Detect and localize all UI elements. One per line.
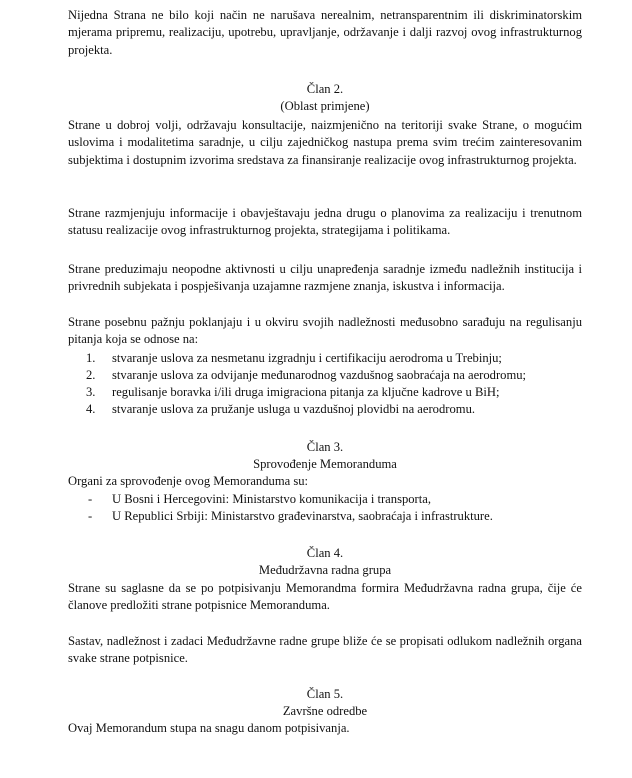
article-4-paragraph-1: Strane su saglasne da se po potpisivanju Memorandma formira Međudržavna radna grupa, čije će članove predložiti strane potpisnice Memoranduma. (68, 581, 582, 613)
article-4-heading: Član 4. (306, 546, 344, 560)
list-item-bullet: - (88, 509, 93, 523)
article-4-paragraph-2: Sastav, nadležnost i zadaci Međudržavne radne grupe bliže će se propisati odlukom nadležnih organa svake strane potpisnice. (68, 634, 582, 666)
article-2-heading: Član 2. (306, 82, 344, 96)
article-2-paragraph-2: Strane razmjenjuju informacije i obavještavaju jedna drugu o planovima za realizaciju i trenutnom statusu realizacije ovog infrastrukturnog projekta, strategijama i politikama. (68, 206, 582, 238)
article-5-paragraph-1: Ovaj Memorandum stupa na snagu danom potpisivanja. (68, 721, 350, 735)
list-item-text: regulisanje boravka i/ili druga imigraciona pitanja za ključne kadrove u BiH; (112, 385, 500, 399)
article-2-subheading: (Oblast primjene) (280, 99, 370, 113)
list-item-bullet: - (88, 492, 93, 506)
article-5-subheading: Završne odredbe (282, 704, 368, 718)
article-4-subheading: Međudržavna radna grupa (258, 563, 392, 577)
article-5-heading: Član 5. (306, 687, 344, 701)
list-item-text: U Republici Srbiji: Ministarstvo građevinarstva, saobraćaja i infrastrukture. (112, 509, 493, 523)
article-2-paragraph-3: Strane preduzimaju neopodne aktivnosti u cilju unapređenja saradnje između nadležnih institucija i privrednih subjekata i pospješivanja uzajamne razmjene znanja, iskustva i informacija. (68, 262, 582, 294)
list-item-text: stvaranje uslova za nesmetanu izgradnju i certifikaciju aerodroma u Trebinju; (112, 351, 502, 365)
list-item-number: 4. (86, 402, 96, 416)
list-item-number: 3. (86, 385, 96, 399)
list-item-text: U Bosni i Hercegovini: Ministarstvo komunikacija i transporta, (112, 492, 431, 506)
article-3-heading: Član 3. (306, 440, 344, 454)
article-2-paragraph-4: Strane posebnu pažnju poklanjaju i u okviru svojih nadležnosti međusobno sarađuju na regulisanju pitanja koja se odnose na: (68, 315, 582, 347)
list-item-number: 2. (86, 368, 96, 382)
article-2-paragraph-1: Strane u dobroj volji, održavaju konsultacije, naizmjenično na teritoriji svake Strane, o mogućim uslovima i modalitetima saradnje, u cilju zajedničkog nastupa prema svim trećim zainteresovanim subjektima i dostupnim izvorima sredstava za finansiranje realizacije ovog infrastrukturnog projekta. (68, 118, 582, 167)
list-item-number: 1. (86, 351, 96, 365)
list-item-text: stvaranje uslova za pružanje usluga u vazdušnoj plovidbi na aerodromu. (112, 402, 476, 416)
article-3-subheading: Sprovođenje Memoranduma (253, 457, 397, 471)
intro-paragraph: Nijedna Strana ne bilo koji način ne narušava nerealnim, netransparentnim ili diskriminatorskim mjerama pripremu, realizaciju, upotrebu, upravljanje, održavanje i dalji razvoj ovog infrastrukturnog projekta. (68, 8, 582, 57)
list-item-text: stvaranje uslova za odvijanje međunarodnog vazdušnog saobraćaja na aerodromu; (112, 368, 527, 382)
article-3-paragraph-1: Organi za sprovođenje ovog Memoranduma su: (68, 474, 309, 488)
